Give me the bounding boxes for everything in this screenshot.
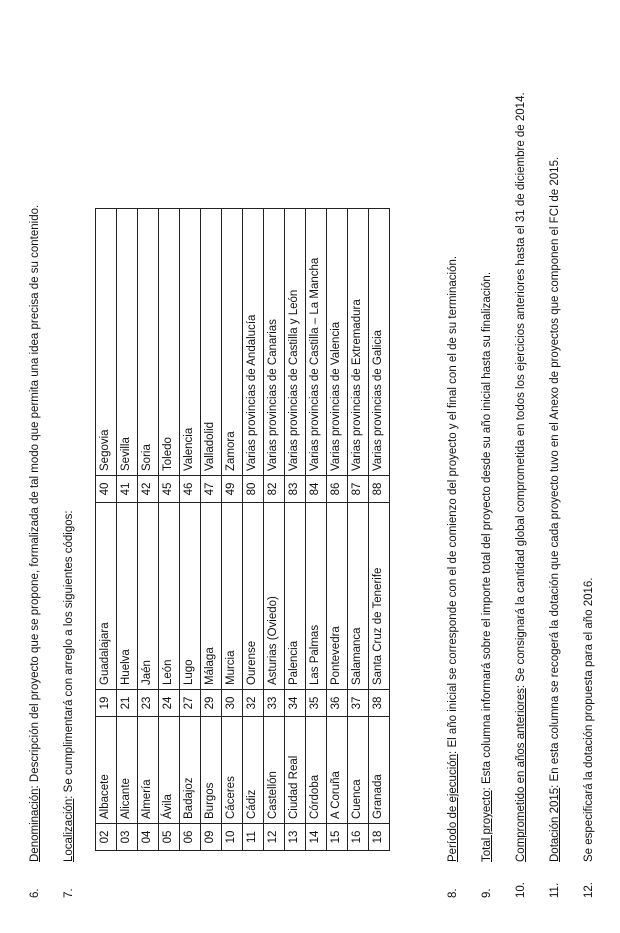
item-number: 6.: [29, 888, 41, 898]
table-row: [222, 209, 243, 851]
item-text: : Se cumplimentará con arreglo a los siguientes códigos:: [63, 510, 75, 799]
province-name-cell: Varias provincias de Galicia: [369, 209, 390, 476]
province-name-cell: Castellón: [264, 717, 285, 824]
province-name-cell: Burgos: [201, 717, 222, 824]
province-name-cell: Zamora: [222, 209, 243, 476]
table-row: [264, 209, 285, 851]
province-code-cell: 15: [327, 824, 348, 851]
item-text: : El año inicial se corresponde con el de comienzo del proyecto y el final con el de su terminación.: [447, 255, 459, 754]
province-name-cell: Pontevedra: [327, 503, 348, 690]
province-name-cell: Alicante: [117, 717, 138, 824]
province-name-cell: León: [159, 503, 180, 690]
item-number: 8.: [447, 888, 459, 898]
table-row: [117, 209, 138, 851]
province-code-cell: 88: [369, 476, 390, 503]
table-row: [369, 209, 390, 851]
province-code-cell: 47: [201, 476, 222, 503]
province-code-cell: 83: [285, 476, 306, 503]
table-row: [285, 209, 306, 851]
province-name-cell: Valladolid: [201, 209, 222, 476]
province-code-cell: 24: [159, 690, 180, 717]
province-name-cell: Varias provincias de Canarias: [264, 209, 285, 476]
table-row: [306, 209, 327, 851]
table-row: [327, 209, 348, 851]
province-name-cell: Jaén: [138, 503, 159, 690]
province-name-cell: Córdoba: [306, 717, 327, 824]
province-code-cell: 23: [138, 690, 159, 717]
table-row: [96, 209, 117, 851]
province-name-cell: A Coruña: [327, 717, 348, 824]
table-row: [243, 209, 264, 851]
province-name-cell: Varias provincias de Andalucía: [243, 209, 264, 476]
province-code-cell: 84: [306, 476, 327, 503]
province-name-cell: Toledo: [159, 209, 180, 476]
province-code-cell: 42: [138, 476, 159, 503]
province-code-cell: 46: [180, 476, 201, 503]
item-label: Período de ejecución: [447, 753, 459, 862]
province-code-cell: 87: [348, 476, 369, 503]
item-text: : Descripción del proyecto que se propone, formalizada de tal modo que permita una idea precisa de su contenido.: [29, 204, 41, 789]
item-label: Localización: [63, 798, 75, 862]
province-code-cell: 16: [348, 824, 369, 851]
province-name-cell: Ávila: [159, 717, 180, 824]
province-name-cell: Varias provincias de Castilla – La Mancha: [306, 209, 327, 476]
province-name-cell: Sevilla: [117, 209, 138, 476]
province-name-cell: Badajoz: [180, 717, 201, 824]
province-code-cell: 37: [348, 690, 369, 717]
province-code-cell: 04: [138, 824, 159, 851]
province-name-cell: Varias provincias de Valencia: [327, 209, 348, 476]
province-code-cell: 21: [117, 690, 138, 717]
province-code-cell: 32: [243, 690, 264, 717]
item-number: 12.: [583, 882, 595, 898]
item-text: : En esta columna se recogerá la dotación que cada proyecto tuvo en el Anexo de proyectos que componen el FCI de 2015.: [549, 156, 561, 788]
item-label: Comprometido en años anteriores: [515, 688, 527, 862]
table-row: [159, 209, 180, 851]
province-name-cell: Lugo: [180, 503, 201, 690]
province-name-cell: Salamanca: [348, 503, 369, 690]
province-code-cell: 05: [159, 824, 180, 851]
table-row: [138, 209, 159, 851]
province-code-cell: 18: [369, 824, 390, 851]
province-code-cell: 33: [264, 690, 285, 717]
item-label: Total proyecto: [481, 790, 493, 862]
province-name-cell: Segovia: [96, 209, 117, 476]
province-name-cell: Las Palmas: [306, 503, 327, 690]
province-code-cell: 80: [243, 476, 264, 503]
province-code-cell: 29: [201, 690, 222, 717]
province-name-cell: Varias provincias de Extremadura: [348, 209, 369, 476]
province-code-cell: 82: [264, 476, 285, 503]
province-code-cell: 36: [327, 690, 348, 717]
province-name-cell: Valencia: [180, 209, 201, 476]
province-code-cell: 30: [222, 690, 243, 717]
province-name-cell: Varias provincias de Castilla y León: [285, 209, 306, 476]
province-code-cell: 14: [306, 824, 327, 851]
province-name-cell: Albacete: [96, 717, 117, 824]
province-name-cell: Guadalajara: [96, 503, 117, 690]
province-name-cell: Soria: [138, 209, 159, 476]
table-row: [201, 209, 222, 851]
province-name-cell: Almería: [138, 717, 159, 824]
province-code-cell: 41: [117, 476, 138, 503]
province-code-cell: 13: [285, 824, 306, 851]
province-code-cell: 27: [180, 690, 201, 717]
item-number: 9.: [481, 888, 493, 898]
province-code-cell: 38: [369, 690, 390, 717]
item-number: 7.: [63, 888, 75, 898]
item-label: Dotación 2015: [549, 787, 561, 862]
province-name-cell: Asturias (Oviedo): [264, 503, 285, 690]
province-code-cell: 02: [96, 824, 117, 851]
province-codes-table: [95, 208, 390, 851]
table-row: [180, 209, 201, 851]
province-code-cell: 10: [222, 824, 243, 851]
province-name-cell: Palencia: [285, 503, 306, 690]
item-text: : Se consignará la cantidad global comprometida en todos los ejercicios anteriores hasta el 31 de diciembre de 2014.: [515, 92, 527, 689]
province-code-cell: 40: [96, 476, 117, 503]
province-name-cell: Cádiz: [243, 717, 264, 824]
province-name-cell: Cuenca: [348, 717, 369, 824]
item-number: 10.: [515, 882, 527, 898]
province-code-cell: 34: [285, 690, 306, 717]
province-name-cell: Murcia: [222, 503, 243, 690]
province-name-cell: Málaga: [201, 503, 222, 690]
province-name-cell: Ciudad Real: [285, 717, 306, 824]
province-code-cell: 11: [243, 824, 264, 851]
province-code-cell: 86: [327, 476, 348, 503]
province-code-cell: 06: [180, 824, 201, 851]
item-text: : Esta columna informará sobre el importe total del proyecto desde su año inicial hasta su finalización.: [481, 271, 493, 791]
province-code-cell: 12: [264, 824, 285, 851]
item-number: 11.: [549, 882, 561, 898]
province-code-cell: 19: [96, 690, 117, 717]
table-row: [348, 209, 369, 851]
province-code-cell: 45: [159, 476, 180, 503]
province-name-cell: Santa Cruz de Tenerife: [369, 503, 390, 690]
province-name-cell: Ourense: [243, 503, 264, 690]
province-code-cell: 35: [306, 690, 327, 717]
province-code-cell: 03: [117, 824, 138, 851]
province-name-cell: Cáceres: [222, 717, 243, 824]
province-name-cell: Granada: [369, 717, 390, 824]
province-name-cell: Huelva: [117, 503, 138, 690]
province-code-cell: 09: [201, 824, 222, 851]
province-code-cell: 49: [222, 476, 243, 503]
item-label: Denominación: [29, 788, 41, 862]
item-text: Se especificará la dotación propuesta para el año 2016.: [583, 577, 595, 862]
